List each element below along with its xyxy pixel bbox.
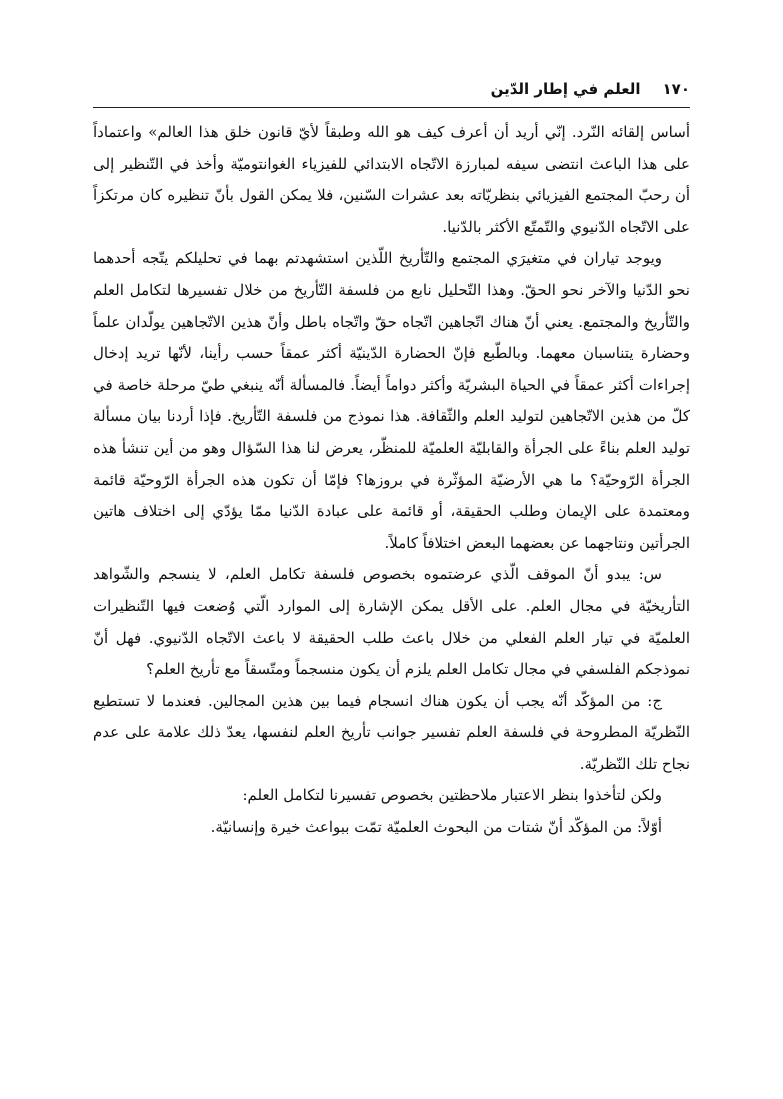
header-rule [93,107,690,108]
body-text [93,117,690,844]
running-title: العلم في إطار الدّين [490,80,641,98]
paragraph-1: أساس إلقائه النّرد. إنّي أريد أن أعرف كيف هو الله وطبقاً لأيّ قانون خلق هذا العالم» واعتماداً على هذا الباعث انتضى سيفه لمبارزة الاتّجاه الابتدائي للفيزياء الغوانتوميّة وأخذ في التّنظير إلى أن رحبّ المجتمع الفيزيائي بنظريّاته بعد عشرات السّنين، فلا يمكن القول بأنّ تنظيره كان مرتكزاً على الاتّجاه الدّنيوي والتّمتّع الأكثر بالدّنيا. [93,123,690,236]
paragraph-6: أوّلاً: من المؤكّد أنّ شتات من البحوث العلميّة تمّت ببواعث خيرة وإنسانيّة. [210,818,662,837]
page-number: ١٧٠ [662,80,690,98]
page-header [93,74,690,104]
paragraph-question: س: يبدو أنّ الموقف الّذي عرضتموه بخصوص فلسفة تكامل العلم، لا ينسجم والشّواهد التأريخيّة في مجال العلم. على الأقل يمكن الإشارة إلى الموارد الّتي وُضعت فيها التّنظيرات العلميّة في تيار العلم الفعلي من خلال باعث طلب الحقيقة لا باعث الاتّجاه الدّنيوي. فهل أنّ نموذجكم الفلسفي في مجال تكامل العلم يلزم أن يكون منسجماً ومتّسقاً مع تأريخ العلم؟ [93,565,690,679]
paragraph-answer: ج: من المؤكّد أنّه يجب أن يكون هناك انسجام فيما بين هذين المجالين. فعندما لا تستطيع النّظريّة المطروحة في فلسفة العلم تفسير جوانب تأريخ العلم لنفسها، يعدّ ذلك علامة على عدم نجاح تلك النّظريّة. [93,691,690,773]
paragraph-5: ولكن لتأخذوا بنظر الاعتبار ملاحظتين بخصوص تفسيرنا لتكامل العلم: [242,786,662,805]
paragraph-2: ويوجد تياران في متغيرَي المجتمع والتّأريخ اللّذين استشهدتم بهما في تحليلكم يتّجه أحدهما نحو الدّنيا والآخر نحو الحقّ. وهذا التّحليل نابع من فلسفة التّأريخ من خلال تفسيرها لتكامل العلم والتّأريخ والمجتمع. يعني أنّ هناك اتّجاهين اتّجاه حقّ واتّجاه باطل وأنّ هذين الاتّجاهين يولّدان علماً وحضارة يتناسبان معهما. وبالطّبع فإنّ الحضارة الدّينيّة أكثر عمقاً حسب رأينا، لأنّها تريد إدخال إجراءات أكثر عمقاً في الحياة البشريّة وأكثر دواماً أيضاً. فالمسألة أنّه ينبغي طيّ مرحلة خاصة في كلّ من هذين الاتّجاهين لتوليد العلم والثّقافة. هذا نموذج من فلسفة التّأريخ. فإذا أردنا بيان مسألة توليد العلم بناءً على الجرأة والقابليّة العلميّة للمنظّر، يعرض لنا هذا السّؤال وهو من أين تنشأ هذه الجرأة الرّوحيّة؟ ما هي الأرضيّة المؤثّرة في بروزها؟ فإمّا أن تكون هذه الجرأة الرّوحيّة قائمة ومعتمدة على الإيمان وطلب الحقيقة، أو قائمة على عبادة الدّنيا ممّا يؤدّي إلى اختلاف هاتين الجرأتين ونتاجهما عن بعضهما البعض اختلافاً كاملاً. [93,249,690,552]
